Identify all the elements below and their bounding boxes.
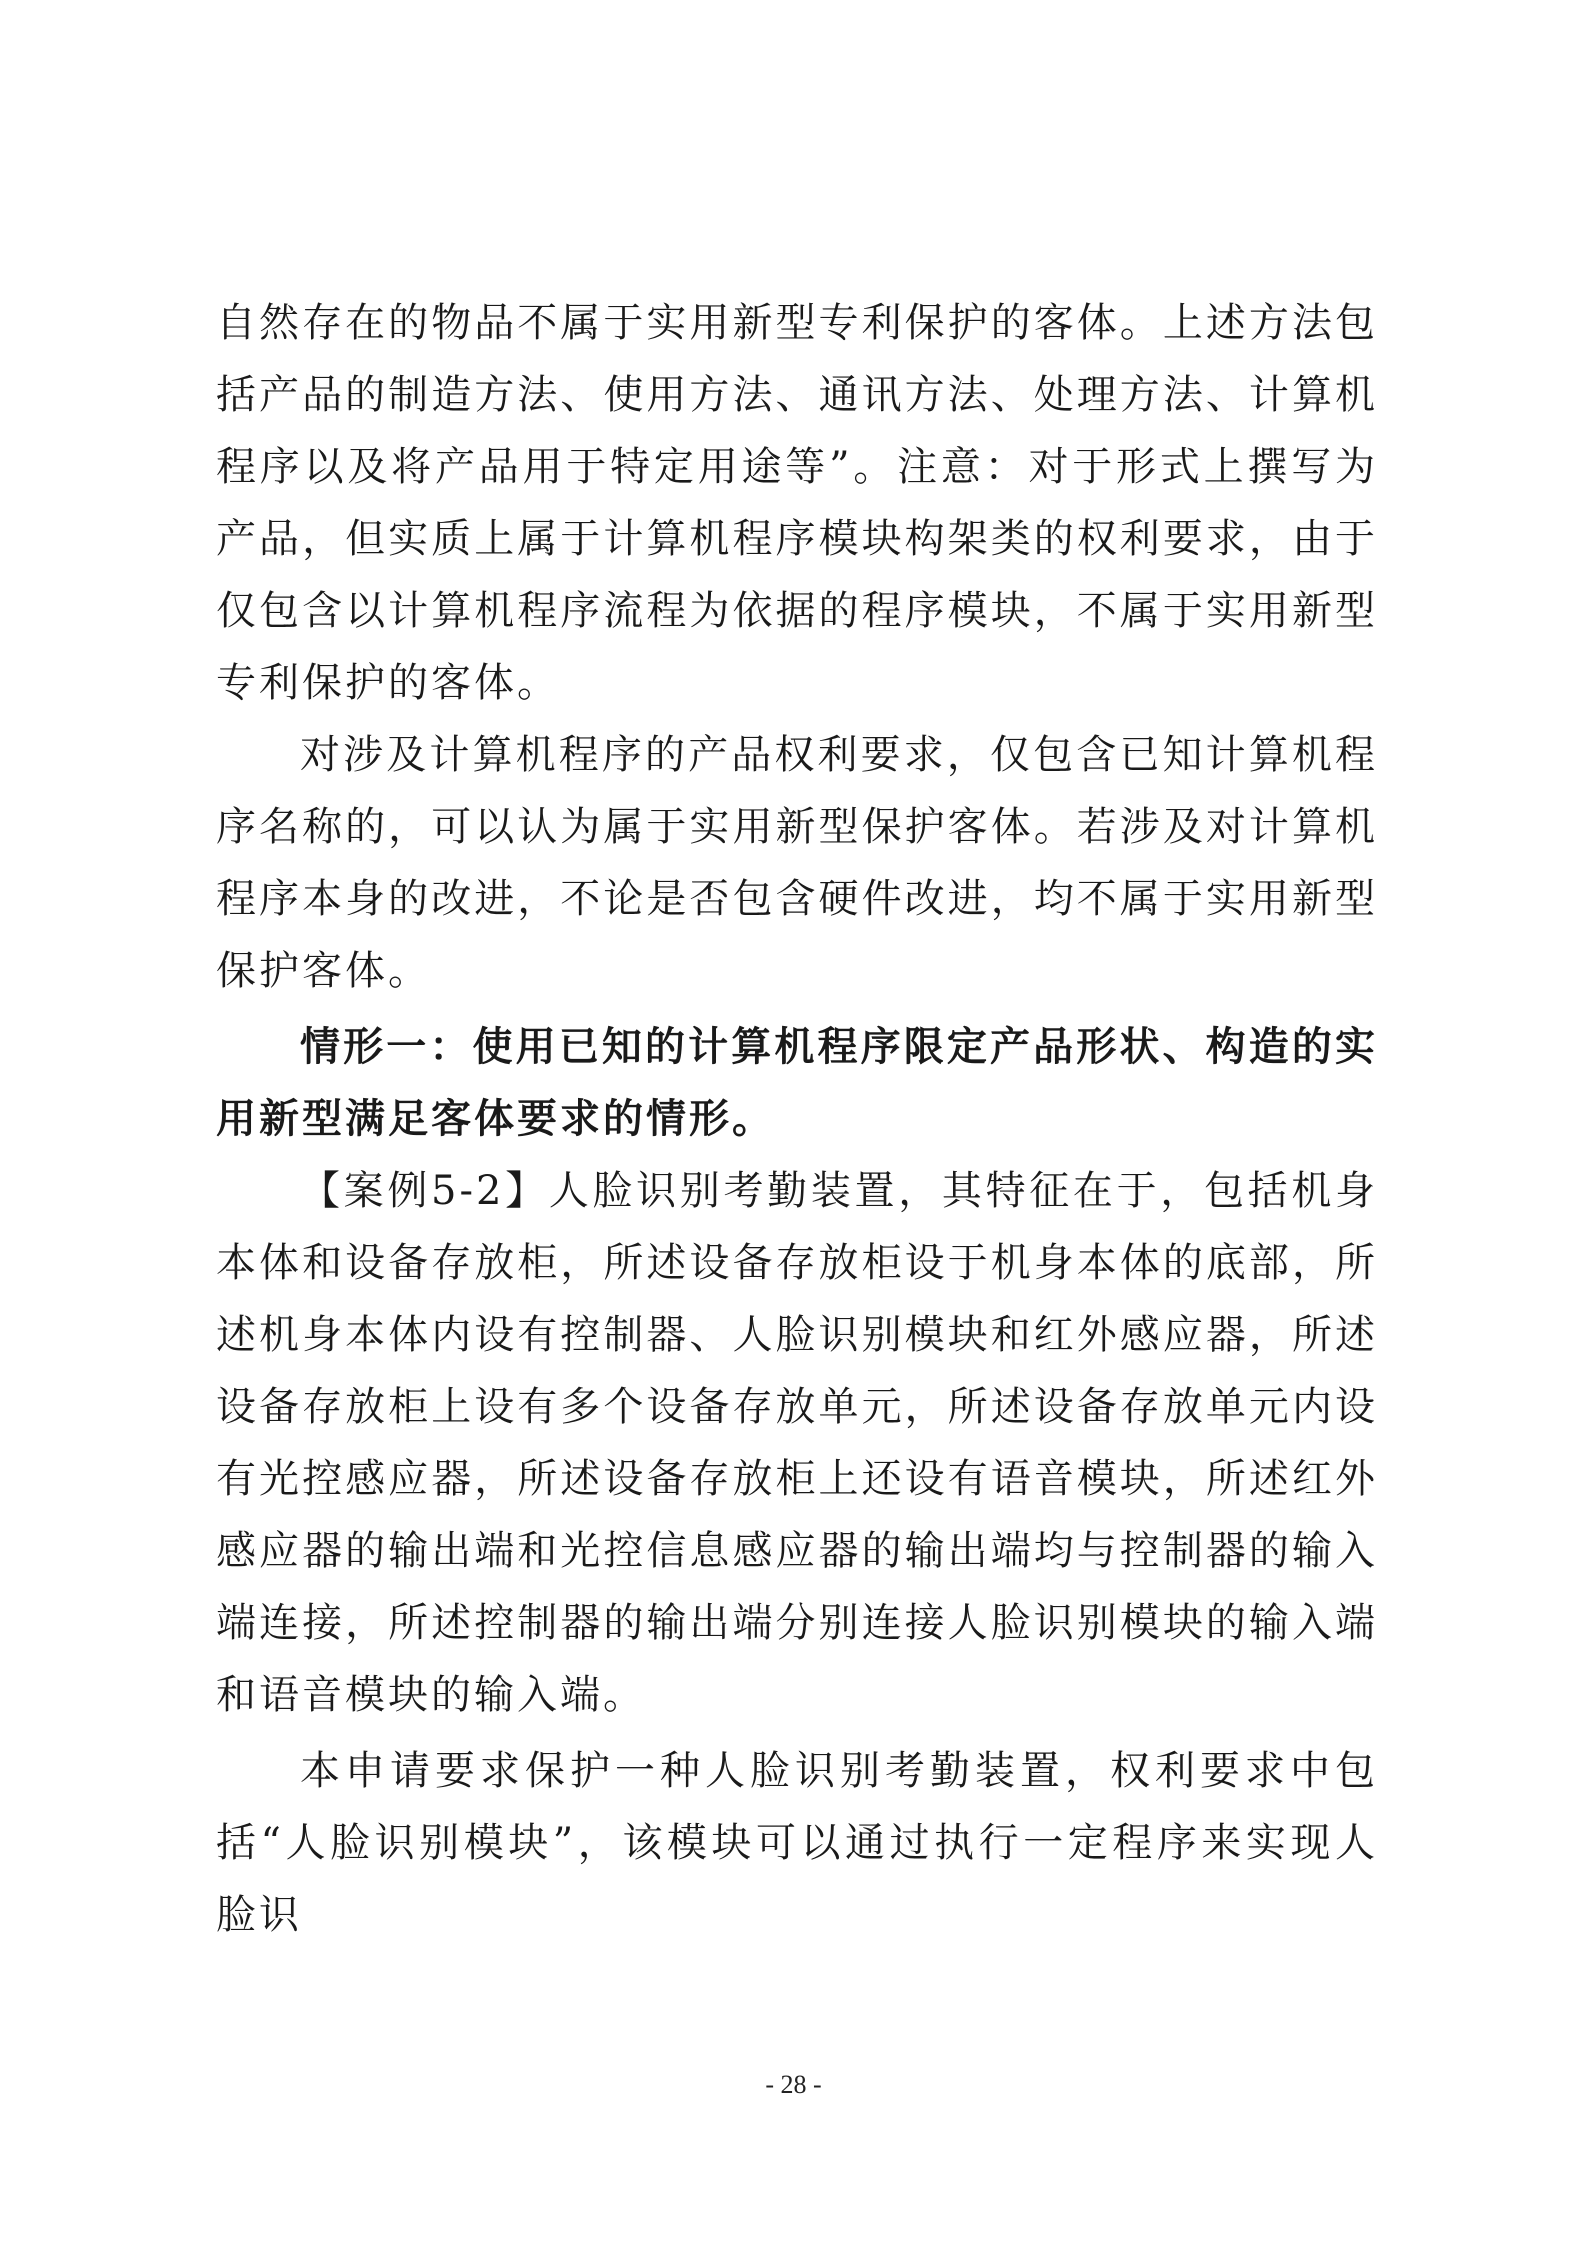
paragraph-continuation: 自然存在的物品不属于实用新型专利保护的客体。上述方法包括产品的制造方法、使用方法、通讯方法、处理方法、计算机程序以及将产品用于特定用途等”。注意：对于形式上撰写为产品，但实质上属于计算机程序模块构架类的权利要求，由于仅包含以计算机程序流程为依据的程序模块，不属于实用新型专利保护的客体。 bbox=[216, 300, 1378, 706]
body-text bbox=[216, 287, 1378, 1951]
page-number: - 28 - bbox=[765, 2070, 822, 2099]
paragraph-case-5-2: 【案例5-2】人脸识别考勤装置，其特征在于，包括机身本体和设备存放柜，所述设备存放柜设于机身本体的底部，所述机身本体内设有控制器、人脸识别模块和红外感应器，所述设备存放柜上设有多个设备存放单元，所述设备存放单元内设有光控感应器，所述设备存放柜上还设有语音模块，所述红外感应器的输出端和光控信息感应器的输出端均与控制器的输入端连接，所述控制器的输出端分别连接人脸识别模块的输入端和语音模块的输入端。 bbox=[216, 1168, 1378, 1718]
paragraph-case-analysis: 本申请要求保护一种人脸识别考勤装置，权利要求中包括“人脸识别模块”，该模块可以通过执行一定程序来实现人脸识 bbox=[216, 1748, 1378, 1938]
paragraph-scenario-one: 情形一：使用已知的计算机程序限定产品形状、构造的实用新型满足客体要求的情形。 bbox=[216, 1023, 1378, 1142]
paragraph-program-claims: 对涉及计算机程序的产品权利要求，仅包含已知计算机程序名称的，可以认为属于实用新型保护客体。若涉及对计算机程序本身的改进，不论是否包含硬件改进，均不属于实用新型保护客体。 bbox=[216, 732, 1378, 994]
